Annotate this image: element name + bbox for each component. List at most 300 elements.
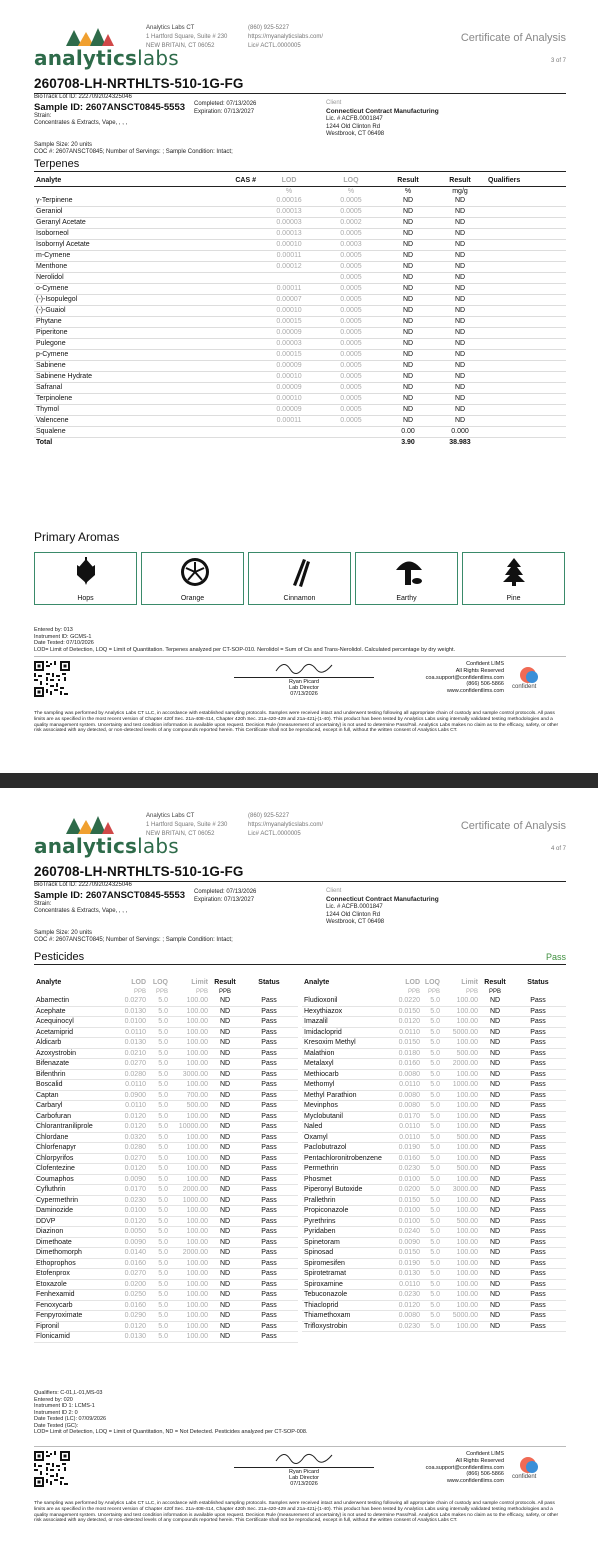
- pesticide-row: [34, 1006, 298, 1017]
- qualifiers: [486, 361, 566, 372]
- result-percent: 0.00: [382, 427, 434, 438]
- result-value: ND: [210, 1027, 240, 1038]
- lod-value: 0.0230: [390, 1290, 422, 1301]
- result-value: ND: [210, 1206, 240, 1217]
- result-value: ND: [210, 1101, 240, 1112]
- qualifiers: [486, 405, 566, 416]
- analyte-name: Spinetoram: [302, 1237, 390, 1248]
- coc-line: COC #: 2607ANSCT0845; Number of Servings: ; Sample Condition: Intact;: [34, 937, 233, 943]
- pesticide-row: [302, 1027, 566, 1038]
- status-value: Pass: [510, 1048, 566, 1059]
- pesticide-row: [302, 1195, 566, 1206]
- result-percent: ND: [382, 372, 434, 383]
- analyte-name: Phosmet: [302, 1174, 390, 1185]
- loq-value: 5.0: [422, 1122, 442, 1133]
- analyte-name: Clofentezine: [34, 1164, 116, 1175]
- status-value: Pass: [240, 1290, 298, 1301]
- lod-value: 0.0160: [116, 1258, 148, 1269]
- pesticide-row: [302, 1227, 566, 1238]
- analyte-name: Methyl Parathion: [302, 1090, 390, 1101]
- lod-value: 0.0280: [116, 1143, 148, 1154]
- status-value: Pass: [240, 1122, 298, 1133]
- status-value: Pass: [240, 1321, 298, 1332]
- status-value: Pass: [510, 1132, 566, 1143]
- result-value: ND: [210, 1017, 240, 1028]
- signature-scribble-icon: [274, 1449, 334, 1465]
- result-mgg: ND: [434, 372, 486, 383]
- result-mgg: 0.000: [434, 427, 486, 438]
- lod-value: 0.0110: [390, 1080, 422, 1091]
- lod-value: 0.0190: [390, 1143, 422, 1154]
- result-value: ND: [210, 1164, 240, 1175]
- loq-value: 5.0: [422, 1048, 442, 1059]
- result-value: ND: [210, 1080, 240, 1091]
- pesticide-row: [302, 1216, 566, 1227]
- lab-director-signature: Ryan Picard Lab Director 07/13/2026: [234, 659, 374, 697]
- coc-line: COC #: 2607ANSCT0845; Number of Servings: ; Sample Condition: Intact;: [34, 149, 233, 155]
- cinnamon-stick-icon: [287, 557, 313, 587]
- limit-value: 3000.00: [442, 1185, 480, 1196]
- analyte-name: Chlorfenapyr: [34, 1143, 116, 1154]
- cas-number: [196, 306, 258, 317]
- analyte-name: Oxamyl: [302, 1132, 390, 1143]
- status-value: Pass: [240, 1080, 298, 1091]
- loq-value: 5.0: [148, 1258, 170, 1269]
- signature-scribble-icon: [274, 659, 334, 675]
- sample-info: [34, 76, 566, 157]
- result-value: ND: [210, 1311, 240, 1322]
- pesticide-row: [302, 1174, 566, 1185]
- cas-number: [196, 339, 258, 350]
- total-cell: 38.983: [434, 438, 486, 449]
- qualifiers: [486, 196, 566, 207]
- result-value: ND: [210, 1237, 240, 1248]
- confident-lims-info: Confident LIMS All Rights Reserved coa.support@confidentlims.com (866) 506-5866 www.confidentlims.com: [425, 661, 504, 695]
- analyte-name: Coumaphos: [34, 1174, 116, 1185]
- loq-value: 5.0: [148, 1216, 170, 1227]
- page-number: 3 of 7: [550, 58, 566, 64]
- loq-value: 5.0: [148, 1164, 170, 1175]
- cas-number: [196, 383, 258, 394]
- lod-value: 0.00009: [258, 405, 320, 416]
- matrix: Concentrates & Extracts, Vape, , , ,: [34, 120, 128, 126]
- limit-value: 100.00: [442, 1227, 480, 1238]
- limit-value: 100.00: [170, 1143, 210, 1154]
- lab-contact: (860) 925-5227 https://myanalyticslabs.com/ Lic# ACTL.0000005: [248, 25, 324, 49]
- status-value: Pass: [510, 1279, 566, 1290]
- analyte-name: Fludioxonil: [302, 996, 390, 1006]
- loq-value: 5.0: [148, 1132, 170, 1143]
- logo-wordmark: analyticslabs: [34, 834, 179, 858]
- lod-value: 0.0110: [116, 1027, 148, 1038]
- lod-value: 0.0170: [116, 1185, 148, 1196]
- loq-value: 0.0005: [320, 262, 382, 273]
- status-value: Pass: [240, 1300, 298, 1311]
- loq-value: 5.0: [422, 1258, 442, 1269]
- result-value: ND: [210, 1153, 240, 1164]
- analyte-name: Isobornyl Acetate: [34, 240, 196, 251]
- loq-value: 5.0: [422, 1038, 442, 1049]
- terpene-row: [34, 416, 566, 427]
- limit-value: 100.00: [442, 1090, 480, 1101]
- disclaimer: The sampling was performed by Analytics Labs CT LLC, in accordance with established sampling protocols. Samples were received intact and underwent testing following all appropriate chain of custody and sample control protocols. All pass limits are as specified in the most recent version of Chapter 420f Sec. 21a-408-414, Chapter 420h Sec. 21a-420-429 and 21a-421j-(1-40). This product has been tested by Analytics Labs using internally validated testing methodologies and a quality management system. Uncertainty and test condition information is available upon request. Decision Rule (measurement of uncertainty) is not used to determine Pass/Fail. Analytics Labs makes no claim as to the efficacy, safety, or other risk associated with any detected, or non-detected levels of any compounds reported herein. This Certificate shall not be reproduced, except in full, without the written consent of Analytics Labs CT.: [34, 711, 559, 734]
- result-value: ND: [210, 1269, 240, 1280]
- terpene-row: [34, 262, 566, 273]
- loq-value: 5.0: [422, 1006, 442, 1017]
- result-percent: ND: [382, 284, 434, 295]
- qualifiers: [486, 207, 566, 218]
- cas-number: [196, 251, 258, 262]
- pesticide-row: [34, 1216, 298, 1227]
- analyte-name: Mevinphos: [302, 1101, 390, 1112]
- confident-lims-info: Confident LIMS All Rights Reserved coa.support@confidentlims.com (866) 506-5866 www.confidentlims.com: [425, 1451, 504, 1485]
- loq-value: 5.0: [422, 1143, 442, 1154]
- completed-date: Completed: 07/13/2026: [194, 889, 257, 895]
- analyte-name: Phytane: [34, 317, 196, 328]
- limit-value: 100.00: [170, 1080, 210, 1091]
- loq-value: 5.0: [148, 1248, 170, 1259]
- result-value: ND: [480, 1080, 510, 1091]
- lod-value: 0.0150: [390, 1038, 422, 1049]
- limit-value: 100.00: [442, 1258, 480, 1269]
- total-cell: [486, 438, 566, 449]
- limit-value: 1000.00: [170, 1195, 210, 1206]
- status-value: Pass: [240, 1258, 298, 1269]
- analyte-name: γ-Terpinene: [34, 196, 196, 207]
- analyte-name: Aldicarb: [34, 1038, 116, 1049]
- lod-value: 0.0120: [116, 1122, 148, 1133]
- pesticide-row: [34, 1248, 298, 1259]
- loq-value: 5.0: [148, 1080, 170, 1091]
- limit-value: 100.00: [170, 1132, 210, 1143]
- loq-value: 5.0: [148, 1290, 170, 1301]
- pesticide-row: [34, 1174, 298, 1185]
- loq-value: 5.0: [422, 1195, 442, 1206]
- lod-value: 0.0100: [116, 1017, 148, 1028]
- status-value: Pass: [510, 1027, 566, 1038]
- aroma-cinnamon: Cinnamon: [248, 552, 351, 605]
- cas-number: [196, 229, 258, 240]
- limit-value: 100.00: [170, 1290, 210, 1301]
- limit-value: 100.00: [170, 1174, 210, 1185]
- lod-value: 0.00012: [258, 262, 320, 273]
- loq-value: 5.0: [422, 1017, 442, 1028]
- lod-value: 0.0230: [390, 1321, 422, 1332]
- loq-value: 5.0: [422, 1300, 442, 1311]
- result-mgg: ND: [434, 218, 486, 229]
- analyte-name: Ethoprophos: [34, 1258, 116, 1269]
- limit-value: 100.00: [170, 1206, 210, 1217]
- limit-value: 100.00: [442, 1006, 480, 1017]
- result-value: ND: [210, 1321, 240, 1332]
- cas-number: [196, 416, 258, 427]
- analyte-name: Spiromesifen: [302, 1258, 390, 1269]
- cas-number: [196, 284, 258, 295]
- status-value: Pass: [240, 1038, 298, 1049]
- loq-value: 5.0: [148, 1090, 170, 1101]
- pesticide-row: [302, 1101, 566, 1112]
- lod-value: 0.00003: [258, 339, 320, 350]
- coa-page-pesticides: [0, 788, 598, 1561]
- limit-value: 100.00: [170, 1258, 210, 1269]
- loq-value: 5.0: [422, 1101, 442, 1112]
- pesticide-row: [34, 1143, 298, 1154]
- analyte-name: Dimethoate: [34, 1237, 116, 1248]
- limit-value: 10000.00: [170, 1122, 210, 1133]
- analyte-name: Safranal: [34, 383, 196, 394]
- result-value: ND: [480, 1101, 510, 1112]
- coa-page-terpenes: [0, 0, 598, 773]
- status-value: Pass: [510, 1311, 566, 1322]
- lod-value: 0.0120: [116, 1216, 148, 1227]
- analyte-name: Bifenazate: [34, 1059, 116, 1070]
- total-cell: [258, 438, 320, 449]
- status-value: Pass: [240, 1059, 298, 1070]
- analyte-name: Malathion: [302, 1048, 390, 1059]
- status-value: Pass: [510, 1206, 566, 1217]
- loq-value: 5.0: [422, 1164, 442, 1175]
- analyte-name: Squalene: [34, 427, 196, 438]
- pesticide-row: [34, 996, 298, 1006]
- pesticide-row: [34, 1027, 298, 1038]
- limit-value: 100.00: [170, 1269, 210, 1280]
- analyte-name: DDVP: [34, 1216, 116, 1227]
- analyte-name: Captan: [34, 1090, 116, 1101]
- lod-value: 0.0150: [390, 1248, 422, 1259]
- pesticide-row: [34, 1237, 298, 1248]
- limit-value: 100.00: [442, 1017, 480, 1028]
- result-value: ND: [480, 1132, 510, 1143]
- status-value: Pass: [240, 1164, 298, 1175]
- loq-value: 5.0: [422, 1059, 442, 1070]
- status-value: Pass: [510, 1080, 566, 1091]
- cas-number: [196, 207, 258, 218]
- lod-value: 0.0100: [390, 1206, 422, 1217]
- loq-value: 5.0: [422, 1216, 442, 1227]
- limit-value: 100.00: [170, 1048, 210, 1059]
- result-percent: ND: [382, 328, 434, 339]
- analyte-name: Fenoxycarb: [34, 1300, 116, 1311]
- analyte-name: Fenhexamid: [34, 1290, 116, 1301]
- section-title-pesticides: Pesticides Pass: [34, 951, 566, 963]
- lod-value: 0.0230: [390, 1164, 422, 1175]
- lod-value: 0.00009: [258, 361, 320, 372]
- result-percent: ND: [382, 416, 434, 427]
- status-value: Pass: [510, 1300, 566, 1311]
- analyte-name: Chlordane: [34, 1132, 116, 1143]
- lod-value: 0.00016: [258, 196, 320, 207]
- lod-value: 0.00010: [258, 394, 320, 405]
- loq-value: 0.0005: [320, 361, 382, 372]
- limit-value: 100.00: [170, 1227, 210, 1238]
- result-percent: ND: [382, 251, 434, 262]
- limit-value: 100.00: [442, 1174, 480, 1185]
- terpene-row: [34, 218, 566, 229]
- loq-value: 5.0: [148, 1006, 170, 1017]
- logo-mark-icon: [66, 814, 114, 834]
- pesticide-row: [34, 1258, 298, 1269]
- lod-value: 0.0080: [390, 1090, 422, 1101]
- lod-value: 0.0080: [390, 1101, 422, 1112]
- status-value: Pass: [510, 1017, 566, 1028]
- lab-address: Analytics Labs CT 1 Hartford Square, Suite # 230 NEW BRITAIN, CT 06052: [146, 813, 228, 837]
- terpene-row: [34, 328, 566, 339]
- lod-value: 0.0270: [116, 1059, 148, 1070]
- status-value: Pass: [510, 1227, 566, 1238]
- biotrack-id: BioTrack Lot ID: 2227092024325046: [34, 94, 132, 100]
- limit-value: 100.00: [170, 1164, 210, 1175]
- loq-value: 5.0: [422, 1153, 442, 1164]
- result-value: ND: [480, 996, 510, 1006]
- analyte-name: Propiconazole: [302, 1206, 390, 1217]
- pesticide-row: [34, 1269, 298, 1280]
- loq-value: 5.0: [148, 1174, 170, 1185]
- limit-value: 100.00: [170, 1153, 210, 1164]
- loq-value: 0.0005: [320, 284, 382, 295]
- pesticide-row: [302, 1311, 566, 1322]
- analyte-name: Nerolidol: [34, 273, 196, 284]
- qualifiers: [486, 229, 566, 240]
- analyte-name: Menthone: [34, 262, 196, 273]
- signature-row: [34, 656, 566, 704]
- result-percent: ND: [382, 350, 434, 361]
- loq-value: 5.0: [148, 1185, 170, 1196]
- loq-value: 5.0: [148, 1300, 170, 1311]
- biotrack-id: BioTrack Lot ID: 2227092024325046: [34, 882, 132, 888]
- limit-value: 100.00: [442, 1101, 480, 1112]
- qualifiers: [486, 383, 566, 394]
- loq-value: 5.0: [422, 1027, 442, 1038]
- logo-wordmark: analyticslabs: [34, 46, 179, 70]
- analyte-name: Thiamethoxam: [302, 1311, 390, 1322]
- loq-value: 5.0: [148, 996, 170, 1006]
- limit-value: 500.00: [442, 1216, 480, 1227]
- analyte-name: m-Cymene: [34, 251, 196, 262]
- pesticide-row: [34, 1206, 298, 1217]
- loq-value: 5.0: [148, 1237, 170, 1248]
- analyte-name: Terpinolene: [34, 394, 196, 405]
- loq-value: 5.0: [422, 1321, 442, 1332]
- result-value: ND: [480, 1038, 510, 1049]
- loq-value: 0.0002: [320, 218, 382, 229]
- pesticide-test-info: Qualifiers: C-01,L-01,MS-03 Entered by: 020 Instrument ID 1: LCMS-1 Instrument ID 2: 0 Date Tested (LC): 07/09/2026 Date Tested (GC): LOD= Limit of Detection, LOQ = Limit of Quantitation, ND = Not Detected. Pesticides analyzed per CT-SOP-008.: [34, 1390, 308, 1435]
- result-percent: ND: [382, 306, 434, 317]
- sample-main-id: 260708-LH-NRTHLTS-510-1G-FG: [34, 864, 566, 882]
- result-mgg: ND: [434, 273, 486, 284]
- loq-value: 5.0: [148, 1332, 170, 1343]
- limit-value: 100.00: [442, 1279, 480, 1290]
- result-value: ND: [210, 1069, 240, 1080]
- status-value: Pass: [240, 1195, 298, 1206]
- loq-value: 5.0: [422, 1279, 442, 1290]
- confident-logo: confident: [512, 667, 562, 693]
- loq-value: 0.0005: [320, 207, 382, 218]
- limit-value: 100.00: [170, 996, 210, 1006]
- cas-number: [196, 394, 258, 405]
- status-value: Pass: [240, 1153, 298, 1164]
- analyte-name: Kresoxim Methyl: [302, 1038, 390, 1049]
- pesticide-row: [302, 1258, 566, 1269]
- lod-value: 0.0090: [116, 1174, 148, 1185]
- result-value: ND: [210, 1248, 240, 1259]
- lod-value: 0.0150: [390, 1195, 422, 1206]
- page-header: [34, 24, 574, 74]
- status-value: Pass: [510, 1090, 566, 1101]
- loq-value: 5.0: [422, 1227, 442, 1238]
- terpene-row: [34, 383, 566, 394]
- lod-value: 0.00007: [258, 295, 320, 306]
- certificate-title: Certificate of Analysis: [460, 820, 566, 832]
- limit-value: 2000.00: [442, 1059, 480, 1070]
- result-value: ND: [480, 1300, 510, 1311]
- lod-value: 0.0190: [390, 1258, 422, 1269]
- lod-value: 0.00009: [258, 383, 320, 394]
- result-value: ND: [480, 1185, 510, 1196]
- result-value: ND: [480, 1279, 510, 1290]
- logo-mark-icon: [66, 26, 114, 46]
- analyte-name: Sabinene: [34, 361, 196, 372]
- loq-value: 5.0: [148, 1311, 170, 1322]
- pesticide-row: [302, 1059, 566, 1070]
- cas-number: [196, 273, 258, 284]
- result-mgg: ND: [434, 416, 486, 427]
- pesticide-row: [34, 1164, 298, 1175]
- analyte-name: Diazinon: [34, 1227, 116, 1238]
- limit-value: 100.00: [170, 1300, 210, 1311]
- analyte-name: Cyfluthrin: [34, 1185, 116, 1196]
- loq-value: 0.0005: [320, 273, 382, 284]
- expiration-date: Expiration: 07/13/2027: [194, 109, 255, 115]
- sample-id: Sample ID: 2607ANSCT0845-5553: [34, 101, 186, 113]
- lod-value: 0.00003: [258, 218, 320, 229]
- loq-value: 5.0: [422, 1206, 442, 1217]
- result-percent: ND: [382, 317, 434, 328]
- result-mgg: ND: [434, 383, 486, 394]
- pesticide-row: [34, 1090, 298, 1101]
- result-value: ND: [210, 1111, 240, 1122]
- analyte-name: Piperitone: [34, 328, 196, 339]
- terpene-row: [34, 207, 566, 218]
- loq-value: 5.0: [422, 1290, 442, 1301]
- result-value: ND: [210, 1258, 240, 1269]
- loq-value: 0.0005: [320, 317, 382, 328]
- result-value: ND: [210, 1185, 240, 1196]
- lod-value: 0.0200: [390, 1185, 422, 1196]
- lod-value: 0.0320: [116, 1132, 148, 1143]
- analyte-name: Methiocarb: [302, 1069, 390, 1080]
- orange-slice-icon: [180, 557, 210, 587]
- limit-value: 100.00: [170, 1237, 210, 1248]
- lod-value: 0.00013: [258, 229, 320, 240]
- limit-value: 100.00: [170, 1216, 210, 1227]
- expiration-date: Expiration: 07/13/2027: [194, 897, 255, 903]
- limit-value: 100.00: [442, 1069, 480, 1080]
- analyte-name: Myclobutanil: [302, 1111, 390, 1122]
- status-value: Pass: [240, 1101, 298, 1112]
- result-mgg: ND: [434, 394, 486, 405]
- result-value: ND: [480, 1174, 510, 1185]
- cas-number: [196, 295, 258, 306]
- terpene-row: [34, 273, 566, 284]
- pesticide-row: [302, 1006, 566, 1017]
- analyte-name: Acequinocyl: [34, 1017, 116, 1028]
- limit-value: 100.00: [442, 1269, 480, 1280]
- result-value: ND: [480, 1048, 510, 1059]
- result-percent: ND: [382, 229, 434, 240]
- status-value: Pass: [510, 1258, 566, 1269]
- lod-value: 0.0100: [390, 1216, 422, 1227]
- lod-value: [258, 273, 320, 284]
